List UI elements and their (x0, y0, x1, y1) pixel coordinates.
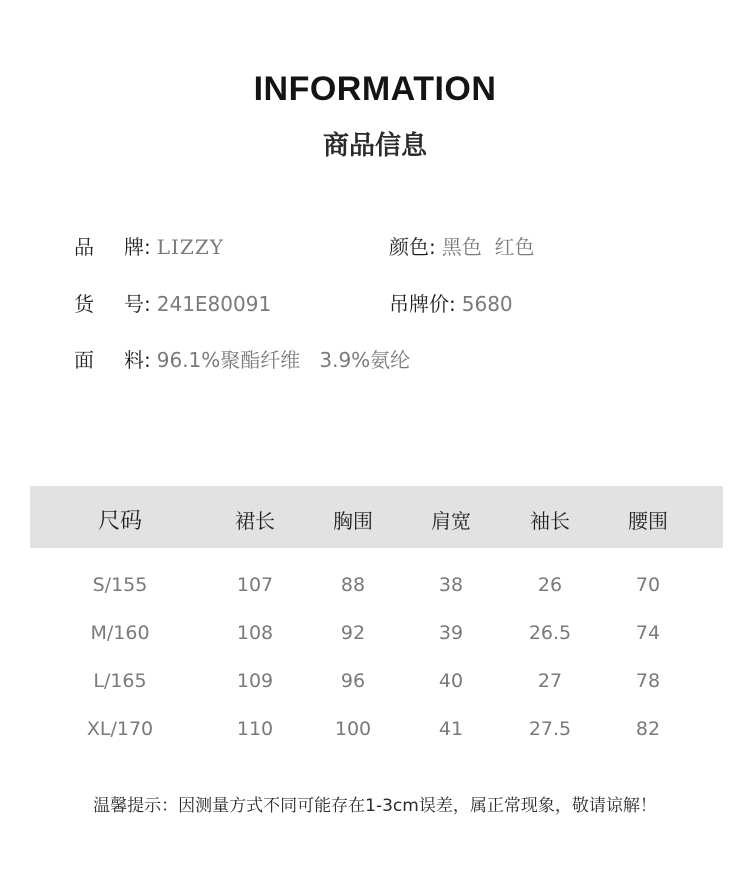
table-cell: 109 (236, 670, 274, 692)
table-row (30, 622, 723, 652)
table-cell: 92 (340, 622, 366, 644)
fabric-value: 96.1%聚酯纤维 3.9%氨纶 (156, 348, 411, 372)
brand-value: LIZZY (156, 235, 224, 259)
brand-label: 品 牌 (74, 235, 144, 259)
table-row (30, 718, 723, 748)
page-subtitle: 商品信息 (322, 131, 427, 161)
table-cell: 40 (438, 670, 464, 692)
table-cell: XL/170 (86, 718, 154, 740)
table-cell: 41 (438, 718, 464, 740)
fabric-label: 面 料 (74, 348, 144, 372)
header-bust: 胸围 (333, 509, 373, 533)
table-cell: L/165 (93, 670, 147, 692)
info-fabric: 面 料 : 96.1%聚酯纤维 3.9%氨纶 (74, 348, 411, 372)
color-value: 黑色 红色 (441, 235, 535, 259)
header-skirt-length: 裙长 (235, 509, 275, 533)
page-title: INFORMATION (253, 70, 497, 108)
sku-value: 241E80091 (156, 292, 272, 316)
table-cell: 110 (236, 718, 274, 740)
table-cell: 100 (334, 718, 372, 740)
header-waist: 腰围 (628, 509, 668, 533)
info-brand: 品 牌 : LIZZY (74, 235, 224, 259)
table-cell: 78 (635, 670, 661, 692)
price-label: 吊牌价 (389, 292, 449, 316)
table-cell: 82 (635, 718, 661, 740)
table-cell: 26 (537, 574, 563, 596)
table-cell: 38 (438, 574, 464, 596)
table-cell: 74 (635, 622, 661, 644)
table-row (30, 574, 723, 604)
table-cell: 108 (236, 622, 274, 644)
table-cell: 107 (236, 574, 274, 596)
table-cell: 88 (340, 574, 366, 596)
size-table-header (30, 486, 723, 548)
measurement-note: 温馨提示：因测量方式不同可能存在1-3cm误差，属正常现象，敬请谅解！ (93, 796, 657, 816)
table-cell: 26.5 (528, 622, 572, 644)
table-cell: 27.5 (528, 718, 572, 740)
header-sleeve: 袖长 (530, 509, 570, 533)
info-price: 吊牌价: 5680 (389, 292, 513, 316)
sku-label: 货 号 (74, 292, 144, 316)
info-color: 颜色: 黑色 红色 (389, 235, 535, 259)
table-cell: 70 (635, 574, 661, 596)
info-sku: 货 号 : 241E80091 (74, 292, 272, 316)
table-cell: S/155 (92, 574, 148, 596)
table-row (30, 670, 723, 700)
header-shoulder: 肩宽 (431, 509, 471, 533)
table-cell: 96 (340, 670, 366, 692)
color-label: 颜色 (389, 235, 429, 259)
header-size: 尺码 (97, 509, 142, 534)
price-value: 5680 (461, 292, 513, 316)
table-cell: M/160 (90, 622, 150, 644)
table-cell: 39 (438, 622, 464, 644)
table-cell: 27 (537, 670, 563, 692)
